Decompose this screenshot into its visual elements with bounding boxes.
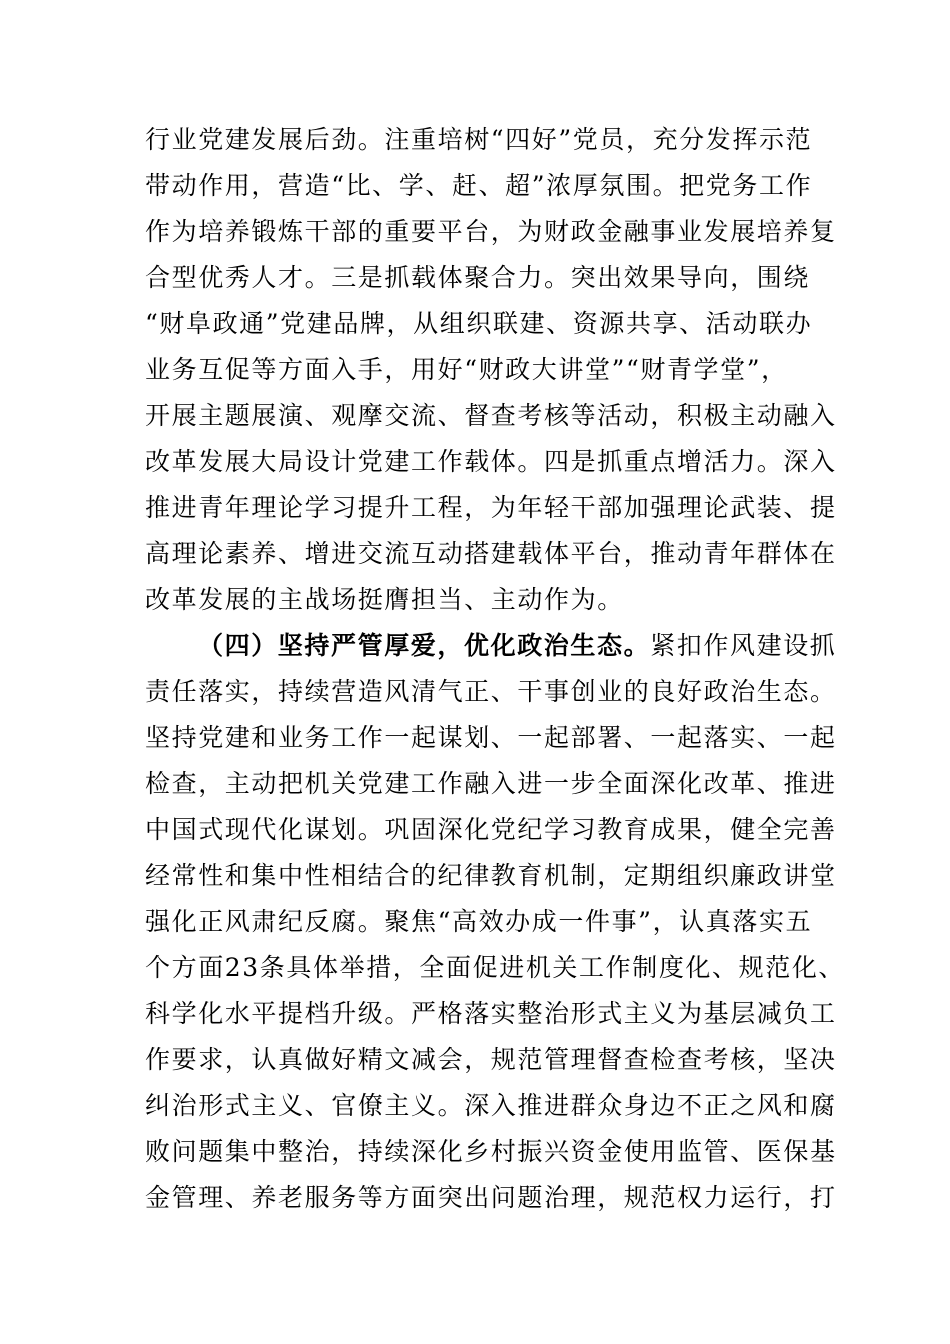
- body-text-line: 带动作用，营造“比、学、赶、超”浓厚氛围。把党务工作: [145, 171, 813, 200]
- body-text-line: 金管理、养老服务等方面突出问题治理，规范权力运行，打: [145, 1183, 837, 1212]
- body-text-line: 高理论素养、增进交流互动搭建载体平台，推动青年群体在: [145, 539, 837, 568]
- body-text-line: 中国式现代化谋划。巩固深化党纪学习教育成果，健全完善: [145, 815, 837, 844]
- section-4-first-line: [198, 626, 837, 666]
- section-4-first-line-text: 紧扣作风建设抓: [650, 631, 837, 660]
- body-text-line: 强化正风肃纪反腐。聚焦“高效办成一件事”，认真落实五: [145, 907, 813, 936]
- body-text-line: 败问题集中整治，持续深化乡村振兴资金使用监管、医保基: [145, 1137, 837, 1166]
- body-text-line: 推进青年理论学习提升工程，为年轻干部加强理论武装、提: [145, 493, 837, 522]
- body-text-line: 纠治形式主义、官僚主义。深入推进群众身边不正之风和腐: [145, 1091, 837, 1120]
- body-text-line: 坚持党建和业务工作一起谋划、一起部署、一起落实、一起: [145, 723, 837, 752]
- body-text-line: “财阜政通”党建品牌，从组织联建、资源共享、活动联办: [145, 309, 813, 338]
- body-text-line: 业务互促等方面入手，用好“财政大讲堂”“财青学堂”，: [145, 355, 788, 384]
- body-text-line: 经常性和集中性相结合的纪律教育机制，定期组织廉政讲堂: [145, 861, 837, 890]
- body-text-line: 个方面23条具体举措，全面促进机关工作制度化、规范化、: [145, 953, 846, 982]
- body-text-line: 改革发展的主战场挺膺担当、主动作为。: [145, 585, 624, 614]
- body-text-line: 检查，主动把机关党建工作融入进一步全面深化改革、推进: [145, 769, 837, 798]
- body-text-line: 科学化水平提档升级。严格落实整治形式主义为基层减负工: [145, 999, 837, 1028]
- body-text-line: 合型优秀人才。三是抓载体聚合力。突出效果导向，围绕: [145, 263, 811, 292]
- body-text-line: 责任落实，持续营造风清气正、干事创业的良好政治生态。: [145, 677, 837, 706]
- body-text-line: 开展主题展演、观摩交流、督查考核等活动，积极主动融入: [145, 401, 837, 430]
- body-text-line: 作为培养锻炼干部的重要平台，为财政金融事业发展培养复: [145, 217, 837, 246]
- body-text-line: 行业党建发展后劲。注重培树“四好”党员，充分发挥示范: [145, 125, 813, 154]
- section-4-heading: （四）坚持严管厚爱，优化政治生态。: [198, 631, 651, 660]
- body-text-line: 作要求，认真做好精文减会，规范管理督查检查考核，坚决: [145, 1045, 837, 1074]
- body-text-line: 改革发展大局设计党建工作载体。四是抓重点增活力。深入: [145, 447, 837, 476]
